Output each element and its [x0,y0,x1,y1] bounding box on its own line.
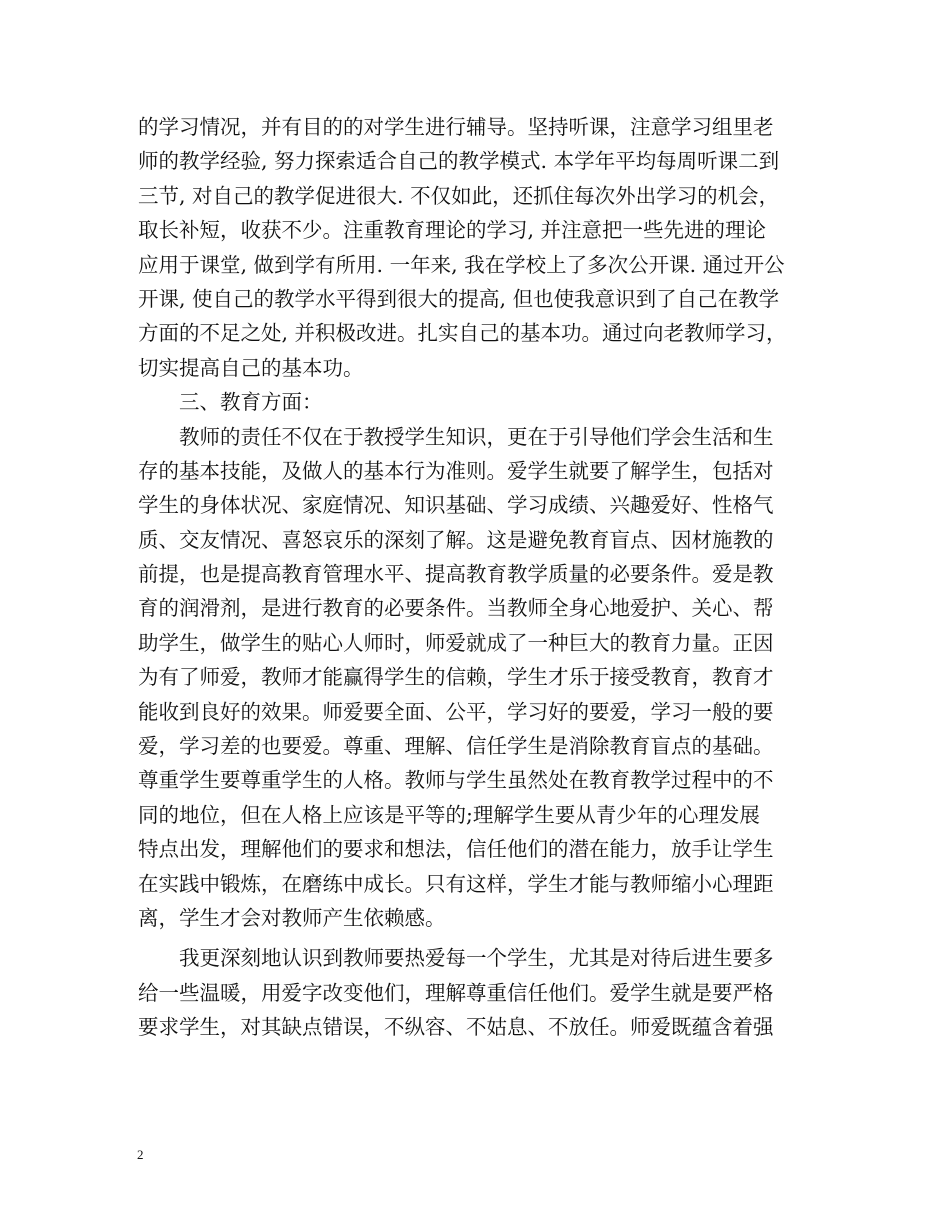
text-line: 我更深刻地认识到教师要热爱每一个学生，尤其是对待后进生要多 [138,946,774,971]
text-line: 为有了师爱，教师才能赢得学生的信赖，学生才乐于接受教育，教育才 [138,665,774,690]
section-heading: 三、教育方面： [138,390,323,415]
text-line: 特点出发，理解他们的要求和想法，信任他们的潜在能力，放手让学生 [138,837,774,862]
text-line: 应用于课堂, 做到学有所用. 一年来, 我在学校上了多次公开课. 通过开公 [138,252,785,277]
text-line: 给一些温暖，用爱字改变他们，理解尊重信任他们。爱学生就是要严格 [138,980,774,1005]
page-number: 2 [137,1147,144,1162]
text-line: 开课, 使自己的教学水平得到很大的提高, 但也使我意识到了自己在教学 [138,286,780,311]
text-line: 三节, 对自己的教学促进很大. 不仅如此，还抓住每次外出学习的机会， [138,183,780,208]
text-line: 取长补短，收获不少。注重教育理论的学习, 并注意把一些先进的理论 [138,218,767,243]
text-line: 的学习情况，并有目的的对学生进行辅导。坚持听课，注意学习组里老 [138,115,774,139]
text-line: 尊重学生要尊重学生的人格。教师与学生虽然处在教育教学过程中的不 [138,768,774,793]
text-line: 教师的责任不仅在于教授学生知识，更在于引导他们学会生活和生 [138,424,774,449]
text-line: 前提，也是提高教育管理水平、提高教育教学质量的必要条件。爱是教 [138,562,774,587]
text-line: 助学生，做学生的贴心人师时，师爱就成了一种巨大的教育力量。正因 [138,630,774,655]
text-line: 爱，学习差的也要爱。尊重、理解、信任学生是消除教育盲点的基础。 [138,734,774,759]
text-line: 方面的不足之处, 并积极改进。扎实自己的基本功。通过向老教师学习， [138,321,787,346]
text-line: 育的润滑剂，是进行教育的必要条件。当教师全身心地爱护、关心、帮 [138,596,774,621]
text-line: 存的基本技能，及做人的基本行为准则。爱学生就要了解学生，包括对 [138,458,774,483]
text-line: 师的教学经验, 努力探索适合自己的教学模式. 本学年平均每周听课二到 [138,149,780,174]
text-line: 能收到良好的效果。师爱要全面、公平，学习好的要爱，学习一般的要 [138,699,774,724]
text-line: 离，学生才会对教师产生依赖感。 [138,905,446,930]
text-line: 要求学生，对其缺点错误，不纵容、不姑息、不放任。师爱既蕴含着强 [138,1015,774,1040]
text-line: 同的地位，但在人格上应该是平等的;理解学生要从青少年的心理发展 [138,802,760,827]
text-line: 切实提高自己的基本功。 [138,355,364,380]
text-line: 学生的身体状况、家庭情况、知识基础、学习成绩、兴趣爱好、性格气 [138,493,774,518]
text-line: 质、交友情况、喜怒哀乐的深刻了解。这是避免教育盲点、因材施教的 [138,527,774,552]
text-line: 在实践中锻炼，在磨练中成长。只有这样，学生才能与教师缩小心理距 [138,871,774,896]
body-text [138,110,818,1045]
